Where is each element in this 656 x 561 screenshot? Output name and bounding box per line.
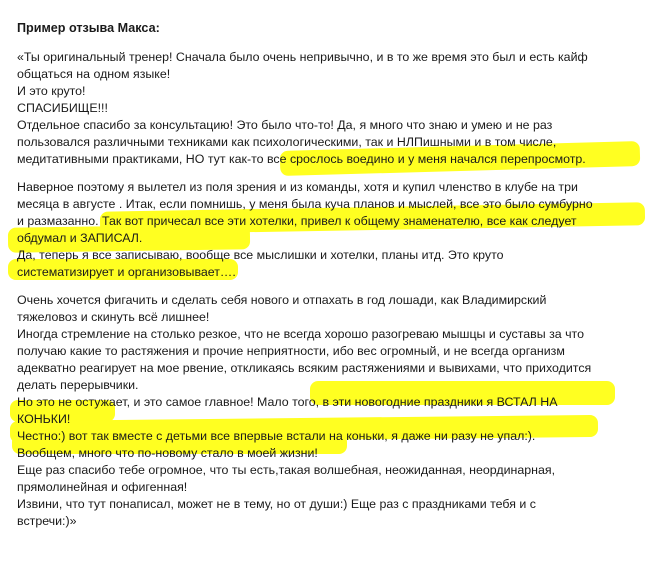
text-line: Иногда стремление на столько резкое, что не всегда хорошо разогреваю мышцы и суставы за что [17, 327, 584, 341]
text-line: Очень хочется фигачить и сделать себя нового и отпахать в год лошади, как Владимирский [17, 293, 547, 307]
text-line: Отдельное спасибо за консультацию! Это было что-то! Да, я много что знаю и умею и не раз [17, 118, 553, 132]
text-line: Еще раз спасибо тебе огромное, что ты есть,такая волшебная, неожиданная, неординарная, [17, 463, 556, 477]
text-line: КОНЬКИ! [17, 412, 71, 426]
text-line: систематизирует и организовывает…. [17, 265, 236, 279]
text-line: Но это не остужает, и это самое главное! Мало того, в эти новогодние праздники я ВСТАЛ НА [17, 395, 558, 409]
text-line: делать перерывчики. [17, 378, 139, 392]
text-line: Вообщем, много что по-новому стало в моей жизни! [17, 446, 318, 460]
text-line: И это круто! [17, 84, 86, 98]
text-line: получаю какие то растяжения и прочие неприятности, ибо вес огромный, и не всегда организм [17, 344, 565, 358]
text-line: обдумал и ЗАПИСАЛ. [17, 231, 143, 245]
text-line: тяжеловоз и скинуть всё лишнее! [17, 310, 210, 324]
text-line: Извини, что тут понаписал, может не в тему, но от души:) Еще раз с праздниками тебя и с [17, 497, 536, 511]
text-line: пользовался различными техниками как психологическими, так и НЛПишными и в том числе, [17, 135, 557, 149]
text-line: и размазанно. Так вот причесал все эти хотелки, привел к общему знаменателю, все как следует [17, 214, 577, 228]
text-line: адекватно реагирует на мое рвение, откликаясь всяким растяжениями и вывихами, что приходится [17, 361, 592, 375]
text-line: Честно:) вот так вместе с детьми все впервые встали на коньки, я даже ни разу не упал:). [17, 429, 536, 443]
text-line: Наверное поэтому я вылетел из поля зрения и из команды, хотя и купил членство в клубе на три [17, 180, 578, 194]
text-line: Да, теперь я все записываю, вообще все мыслишки и хотелки, планы итд. Это круто [17, 248, 504, 262]
text-line: прямолинейная и офигенная! [17, 480, 188, 494]
document-title: Пример отзыва Макса: [17, 21, 160, 35]
text-line: СПАСИБИЩЕ!!! [17, 101, 108, 115]
text-line: встречи:)» [17, 514, 77, 528]
text-line: месяца в августе . Итак, если помнишь, у меня была куча планов и мыслей, все это было сумбурно [17, 197, 593, 211]
text-line: медитативными практиками, НО тут как-то все срослось воедино и у меня начался перепросмотр. [17, 152, 586, 166]
text-line: «Ты оригинальный тренер! Сначала было очень непривычно, и в то же время это был и есть кайф [17, 50, 588, 64]
text-line: общаться на одном языке! [17, 67, 171, 81]
